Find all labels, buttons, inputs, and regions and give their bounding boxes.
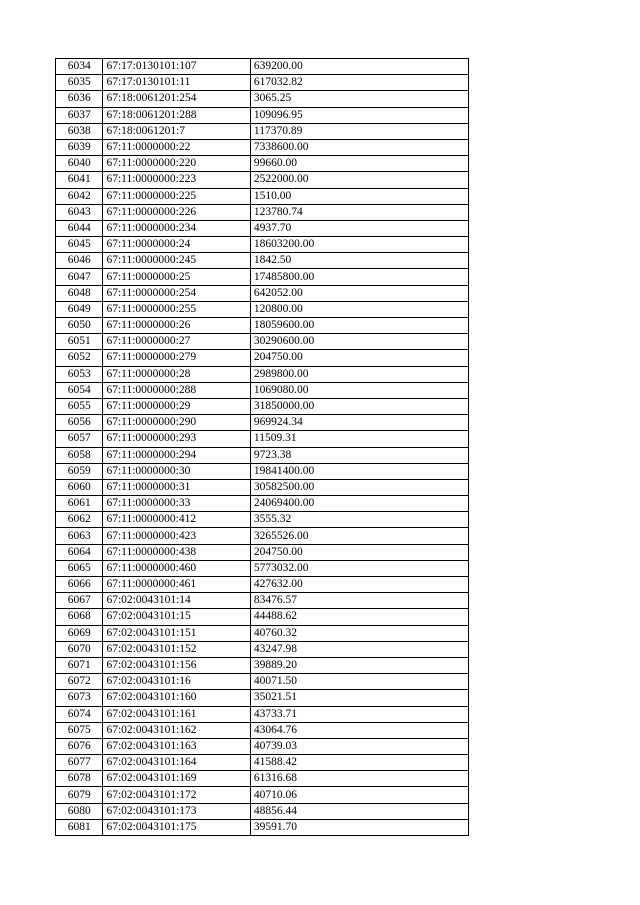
- row-number: 6063: [56, 528, 103, 544]
- cadastral-value: 19841400.00: [250, 463, 468, 479]
- cadastral-number: 67:11:0000000:27: [103, 334, 250, 350]
- cadastral-number: 67:11:0000000:26: [103, 318, 250, 334]
- cadastral-number: 67:11:0000000:279: [103, 350, 250, 366]
- cadastral-value: 642052.00: [250, 285, 468, 301]
- row-number: 6068: [56, 609, 103, 625]
- cadastral-number: 67:11:0000000:423: [103, 528, 250, 544]
- cadastral-number: 67:02:0043101:173: [103, 803, 250, 819]
- cadastral-value: 31850000.00: [250, 398, 468, 414]
- row-number: 6057: [56, 431, 103, 447]
- row-number: 6064: [56, 544, 103, 560]
- cadastral-value: 9723.38: [250, 447, 468, 463]
- cadastral-number: 67:02:0043101:15: [103, 609, 250, 625]
- cadastral-value: 41588.42: [250, 755, 468, 771]
- cadastral-number: 67:02:0043101:161: [103, 706, 250, 722]
- cadastral-number: 67:11:0000000:255: [103, 301, 250, 317]
- row-number: 6035: [56, 75, 103, 91]
- row-number: 6067: [56, 593, 103, 609]
- cadastral-value: 11509.31: [250, 431, 468, 447]
- table-row: [56, 156, 469, 172]
- row-number: 6069: [56, 625, 103, 641]
- cadastral-number: 67:02:0043101:160: [103, 690, 250, 706]
- table-body: [56, 59, 469, 836]
- cadastral-number: 67:18:0061201:288: [103, 107, 250, 123]
- cadastral-value: 1510.00: [250, 188, 468, 204]
- cadastral-number: 67:02:0043101:169: [103, 771, 250, 787]
- table-row: [56, 204, 469, 220]
- table-row: [56, 398, 469, 414]
- table-row: [56, 674, 469, 690]
- table-row: [56, 722, 469, 738]
- cadastral-value: 43064.76: [250, 722, 468, 738]
- table-row: [56, 560, 469, 576]
- row-number: 6055: [56, 398, 103, 414]
- table-row: [56, 577, 469, 593]
- cadastral-value: 30290600.00: [250, 334, 468, 350]
- row-number: 6037: [56, 107, 103, 123]
- cadastral-number: 67:02:0043101:156: [103, 657, 250, 673]
- cadastral-value: 40739.03: [250, 738, 468, 754]
- table-row: [56, 803, 469, 819]
- table-row: [56, 690, 469, 706]
- row-number: 6075: [56, 722, 103, 738]
- cadastral-value: 39889.20: [250, 657, 468, 673]
- table-row: [56, 528, 469, 544]
- cadastral-value: 43247.98: [250, 641, 468, 657]
- cadastral-value: 61316.68: [250, 771, 468, 787]
- cadastral-number: 67:02:0043101:14: [103, 593, 250, 609]
- row-number: 6060: [56, 479, 103, 495]
- row-number: 6076: [56, 738, 103, 754]
- cadastral-number: 67:02:0043101:175: [103, 819, 250, 835]
- cadastral-number: 67:11:0000000:29: [103, 398, 250, 414]
- cadastral-number: 67:11:0000000:294: [103, 447, 250, 463]
- row-number: 6038: [56, 123, 103, 139]
- row-number: 6040: [56, 156, 103, 172]
- cadastral-value: 1842.50: [250, 253, 468, 269]
- table-row: [56, 479, 469, 495]
- cadastral-value: 3555.32: [250, 512, 468, 528]
- table-row: [56, 512, 469, 528]
- cadastral-value: 40760.32: [250, 625, 468, 641]
- cadastral-number: 67:11:0000000:412: [103, 512, 250, 528]
- row-number: 6051: [56, 334, 103, 350]
- cadastral-value: 40071.50: [250, 674, 468, 690]
- row-number: 6066: [56, 577, 103, 593]
- cadastral-number: 67:02:0043101:164: [103, 755, 250, 771]
- cadastral-number: 67:11:0000000:25: [103, 269, 250, 285]
- cadastral-number: 67:02:0043101:151: [103, 625, 250, 641]
- table-row: [56, 350, 469, 366]
- cadastral-number: 67:11:0000000:220: [103, 156, 250, 172]
- cadastral-value: 123780.74: [250, 204, 468, 220]
- row-number: 6052: [56, 350, 103, 366]
- row-number: 6050: [56, 318, 103, 334]
- cadastral-value: 204750.00: [250, 350, 468, 366]
- table-row: [56, 657, 469, 673]
- cadastral-number: 67:02:0043101:172: [103, 787, 250, 803]
- cadastral-value: 24069400.00: [250, 496, 468, 512]
- table-row: [56, 269, 469, 285]
- row-number: 6041: [56, 172, 103, 188]
- cadastral-number: 67:18:0061201:7: [103, 123, 250, 139]
- table-row: [56, 593, 469, 609]
- cadastral-value: 2989800.00: [250, 366, 468, 382]
- cadastral-value: 109096.95: [250, 107, 468, 123]
- table-row: [56, 139, 469, 155]
- table-row: [56, 755, 469, 771]
- table-row: [56, 625, 469, 641]
- row-number: 6048: [56, 285, 103, 301]
- row-number: 6080: [56, 803, 103, 819]
- table-row: [56, 544, 469, 560]
- row-number: 6071: [56, 657, 103, 673]
- row-number: 6049: [56, 301, 103, 317]
- cadastral-value: 3265526.00: [250, 528, 468, 544]
- table-row: [56, 706, 469, 722]
- row-number: 6034: [56, 59, 103, 75]
- cadastral-number: 67:18:0061201:254: [103, 91, 250, 107]
- table-row: [56, 91, 469, 107]
- table-row: [56, 59, 469, 75]
- table-row: [56, 431, 469, 447]
- row-number: 6072: [56, 674, 103, 690]
- cadastral-value: 7338600.00: [250, 139, 468, 155]
- cadastral-value: 427632.00: [250, 577, 468, 593]
- cadastral-value: 30582500.00: [250, 479, 468, 495]
- cadastral-value-table: [55, 58, 469, 836]
- table-row: [56, 738, 469, 754]
- cadastral-number: 67:11:0000000:290: [103, 415, 250, 431]
- row-number: 6047: [56, 269, 103, 285]
- row-number: 6046: [56, 253, 103, 269]
- cadastral-number: 67:17:0130101:11: [103, 75, 250, 91]
- cadastral-number: 67:11:0000000:30: [103, 463, 250, 479]
- row-number: 6058: [56, 447, 103, 463]
- row-number: 6056: [56, 415, 103, 431]
- cadastral-value: 43733.71: [250, 706, 468, 722]
- row-number: 6062: [56, 512, 103, 528]
- document-page: [55, 58, 469, 836]
- cadastral-value: 44488.62: [250, 609, 468, 625]
- row-number: 6065: [56, 560, 103, 576]
- table-row: [56, 496, 469, 512]
- cadastral-number: 67:11:0000000:245: [103, 253, 250, 269]
- row-number: 6081: [56, 819, 103, 835]
- row-number: 6036: [56, 91, 103, 107]
- cadastral-value: 2522000.00: [250, 172, 468, 188]
- cadastral-number: 67:11:0000000:28: [103, 366, 250, 382]
- cadastral-value: 18603200.00: [250, 237, 468, 253]
- table-row: [56, 819, 469, 835]
- cadastral-value: 204750.00: [250, 544, 468, 560]
- table-row: [56, 787, 469, 803]
- cadastral-value: 4937.70: [250, 220, 468, 236]
- cadastral-number: 67:11:0000000:226: [103, 204, 250, 220]
- cadastral-value: 3065.25: [250, 91, 468, 107]
- row-number: 6043: [56, 204, 103, 220]
- row-number: 6074: [56, 706, 103, 722]
- table-row: [56, 609, 469, 625]
- cadastral-value: 117370.89: [250, 123, 468, 139]
- cadastral-number: 67:11:0000000:254: [103, 285, 250, 301]
- table-row: [56, 220, 469, 236]
- row-number: 6054: [56, 382, 103, 398]
- row-number: 6045: [56, 237, 103, 253]
- row-number: 6073: [56, 690, 103, 706]
- cadastral-number: 67:11:0000000:234: [103, 220, 250, 236]
- cadastral-number: 67:11:0000000:461: [103, 577, 250, 593]
- cadastral-number: 67:11:0000000:31: [103, 479, 250, 495]
- row-number: 6078: [56, 771, 103, 787]
- table-row: [56, 107, 469, 123]
- cadastral-value: 99660.00: [250, 156, 468, 172]
- cadastral-number: 67:11:0000000:225: [103, 188, 250, 204]
- row-number: 6039: [56, 139, 103, 155]
- cadastral-number: 67:11:0000000:24: [103, 237, 250, 253]
- table-row: [56, 382, 469, 398]
- table-row: [56, 447, 469, 463]
- row-number: 6079: [56, 787, 103, 803]
- cadastral-value: 40710.06: [250, 787, 468, 803]
- row-number: 6077: [56, 755, 103, 771]
- row-number: 6053: [56, 366, 103, 382]
- row-number: 6061: [56, 496, 103, 512]
- row-number: 6070: [56, 641, 103, 657]
- cadastral-value: 48856.44: [250, 803, 468, 819]
- cadastral-value: 18059600.00: [250, 318, 468, 334]
- cadastral-number: 67:11:0000000:293: [103, 431, 250, 447]
- cadastral-number: 67:02:0043101:163: [103, 738, 250, 754]
- table-row: [56, 75, 469, 91]
- cadastral-value: 969924.34: [250, 415, 468, 431]
- cadastral-number: 67:02:0043101:162: [103, 722, 250, 738]
- table-row: [56, 318, 469, 334]
- table-row: [56, 123, 469, 139]
- table-row: [56, 253, 469, 269]
- cadastral-value: 120800.00: [250, 301, 468, 317]
- cadastral-number: 67:02:0043101:152: [103, 641, 250, 657]
- cadastral-number: 67:11:0000000:438: [103, 544, 250, 560]
- row-number: 6059: [56, 463, 103, 479]
- cadastral-number: 67:11:0000000:460: [103, 560, 250, 576]
- cadastral-number: 67:11:0000000:33: [103, 496, 250, 512]
- cadastral-value: 35021.51: [250, 690, 468, 706]
- cadastral-value: 639200.00: [250, 59, 468, 75]
- row-number: 6042: [56, 188, 103, 204]
- table-row: [56, 366, 469, 382]
- cadastral-value: 39591.70: [250, 819, 468, 835]
- cadastral-number: 67:17:0130101:107: [103, 59, 250, 75]
- cadastral-number: 67:11:0000000:223: [103, 172, 250, 188]
- table-row: [56, 237, 469, 253]
- cadastral-value: 5773032.00: [250, 560, 468, 576]
- table-row: [56, 301, 469, 317]
- cadastral-number: 67:11:0000000:288: [103, 382, 250, 398]
- table-row: [56, 641, 469, 657]
- table-row: [56, 188, 469, 204]
- table-row: [56, 334, 469, 350]
- table-row: [56, 463, 469, 479]
- cadastral-value: 17485800.00: [250, 269, 468, 285]
- cadastral-value: 83476.57: [250, 593, 468, 609]
- row-number: 6044: [56, 220, 103, 236]
- cadastral-value: 1069080.00: [250, 382, 468, 398]
- cadastral-number: 67:11:0000000:22: [103, 139, 250, 155]
- table-row: [56, 771, 469, 787]
- table-row: [56, 415, 469, 431]
- table-row: [56, 172, 469, 188]
- cadastral-number: 67:02:0043101:16: [103, 674, 250, 690]
- cadastral-value: 617032.82: [250, 75, 468, 91]
- table-row: [56, 285, 469, 301]
